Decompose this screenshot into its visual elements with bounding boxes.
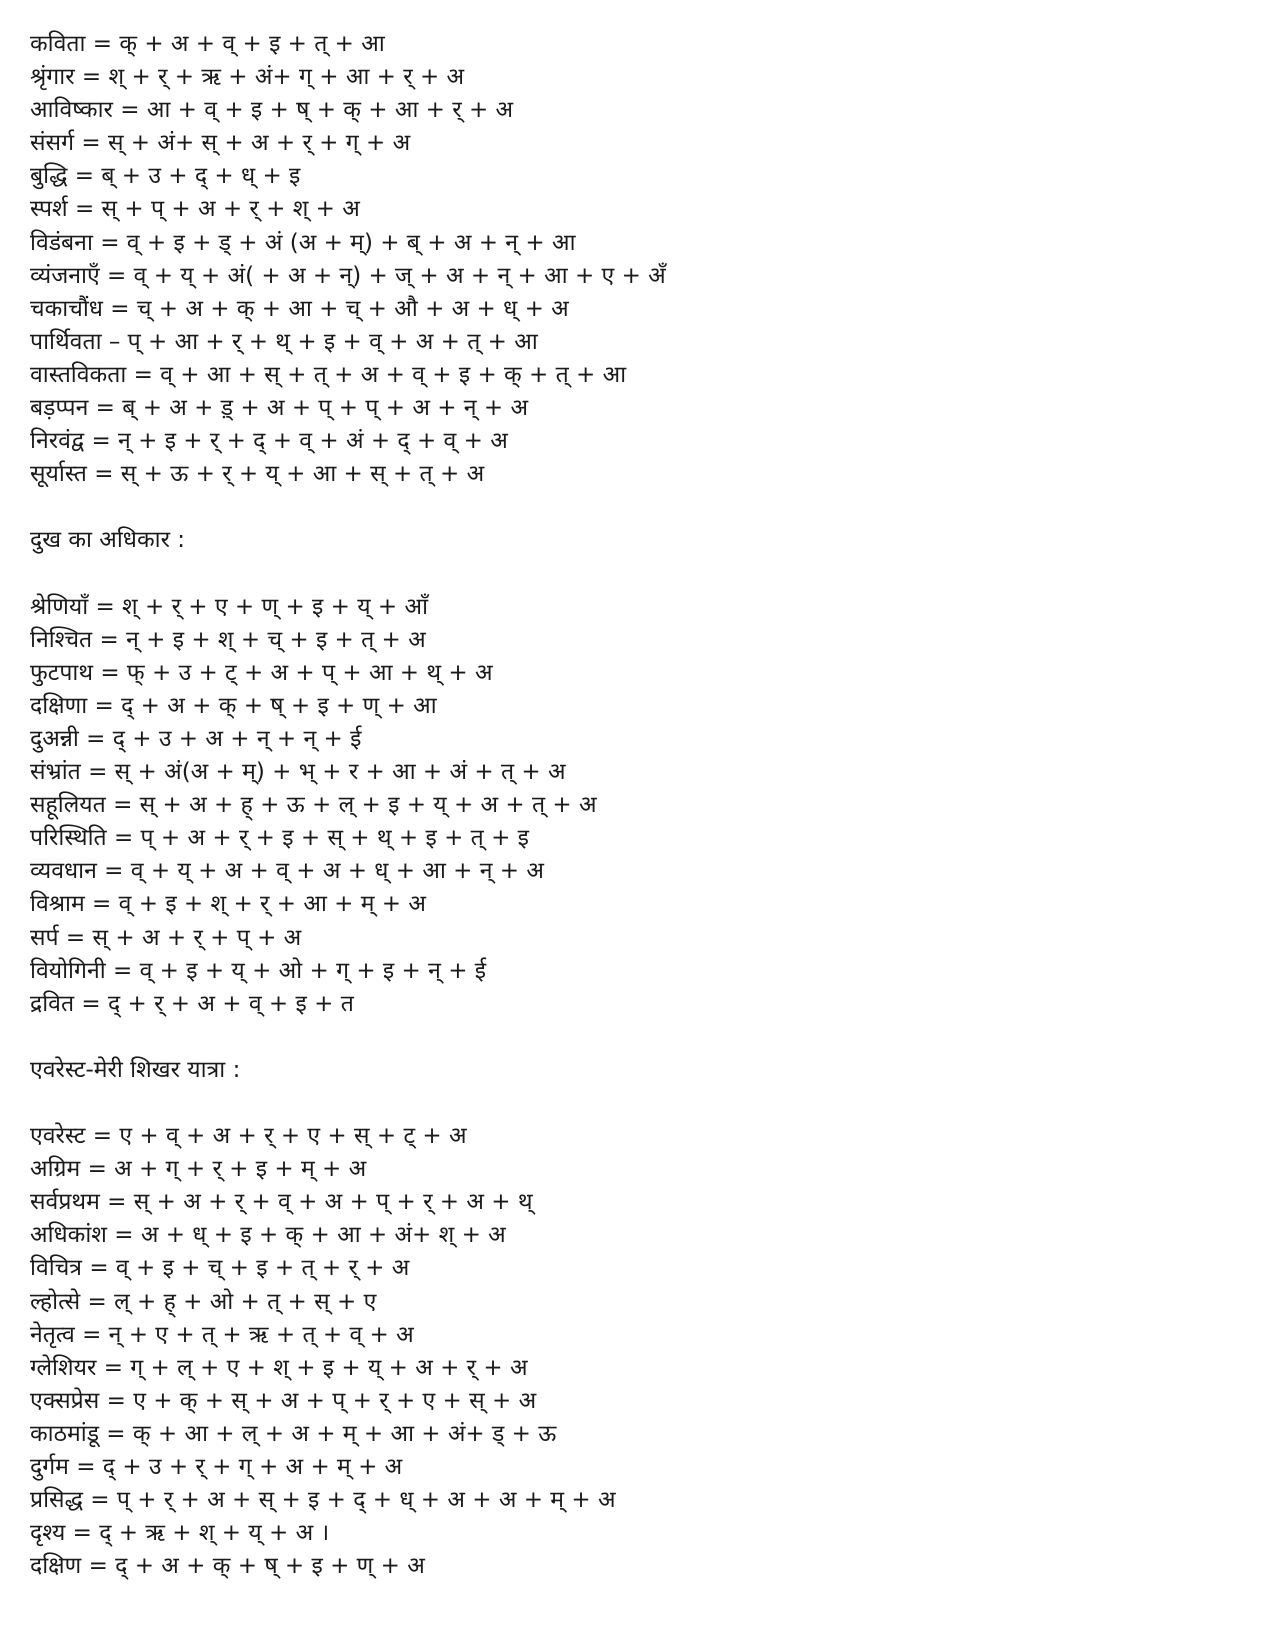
word-breakdown-line: व्यवधान = व् + य् + अ + व् + अ + ध् + आ + न् + अ: [30, 858, 544, 885]
word-breakdown-line: दक्षिण = द् + अ + क् + ष् + इ + ण् + अ: [30, 1553, 425, 1580]
word-breakdown-line: कविता = क् + अ + व् + इ + त् + आ: [30, 31, 385, 57]
word-breakdown-line: संसर्ग = स् + अं+ स् + अ + र् + ग् + अ: [30, 130, 411, 157]
word-breakdown-line: एवरेस्ट = ए + व् + अ + र् + ए + स् + ट् + अ: [30, 1123, 467, 1150]
word-breakdown-line: स्पर्श = स् + प् + अ + र् + श् + अ: [30, 196, 360, 223]
section-kavita-words: [30, 28, 1230, 491]
word-breakdown-line: बुद्धि = ब् + उ + द् + ध् + इ: [30, 163, 301, 190]
word-breakdown-line: सहूलियत = स् + अ + ह् + ऊ + ल् + इ + य् + अ + त् + अ: [30, 792, 597, 819]
word-breakdown-line: श्रेणियाँ = श् + र् + ए + ण् + इ + य् + आँ: [30, 593, 428, 620]
word-breakdown-line: वास्तविकता = व् + आ + स् + त् + अ + व् + इ + क् + त् + आ: [30, 361, 627, 388]
word-breakdown-line: सर्वप्रथम = स् + अ + र् + व् + अ + प् + र् + अ + थ्: [30, 1189, 533, 1216]
word-breakdown-line: आविष्कार = आ + व् + इ + ष् + क् + आ + र् + अ: [30, 97, 514, 124]
section-everest-words: [30, 1120, 1230, 1583]
word-breakdown-line: सर्प = स् + अ + र् + प् + अ: [30, 924, 302, 951]
word-breakdown-line: अधिकांश = अ + ध् + इ + क् + आ + अं+ श् + अ: [30, 1222, 506, 1249]
section-heading-dukh-ka-adhikar: दुख का अधिकार :: [30, 527, 186, 554]
word-breakdown-line: फुटपाथ = फ् + उ + ट् + अ + प् + आ + थ् + अ: [30, 659, 493, 686]
word-breakdown-line: श्रृंगार = श् + र् + ऋ + अं+ ग् + आ + र् + अ: [30, 64, 465, 91]
spacer: [30, 1087, 1230, 1120]
word-breakdown-line: पार्थिवता – प् + आ + र् + थ् + इ + व् + अ + त् + आ: [30, 328, 538, 355]
word-breakdown-line: व्यंजनाएँ = व् + य् + अं( + अ + न्) + ज् + अ + न् + आ + ए + अँ: [30, 262, 666, 289]
word-breakdown-line: नेतृत्व = न् + ए + त् + ऋ + त् + व् + अ: [30, 1321, 414, 1348]
word-breakdown-line: विचित्र = व् + इ + च् + इ + त् + र् + अ: [30, 1255, 410, 1282]
word-breakdown-line: सूर्यास्त = स् + ऊ + र् + य् + आ + स् + त् + अ: [30, 461, 485, 488]
word-breakdown-line: निरवंद्व = न् + इ + र् + द् + व् + अं + द् + व् + अ: [30, 428, 508, 455]
word-breakdown-line: विश्राम = व् + इ + श् + र् + आ + म् + अ: [30, 891, 426, 918]
word-breakdown-line: दक्षिणा = द् + अ + क् + ष् + इ + ण् + आ: [30, 692, 437, 719]
word-breakdown-line: वियोगिनी = व् + इ + य् + ओ + ग् + इ + न् + ई: [30, 957, 487, 984]
spacer: [30, 1021, 1230, 1054]
word-breakdown-line: प्रसिद्ध = प् + र् + अ + स् + इ + द् + ध् + अ + अ + म् + अ: [30, 1487, 616, 1514]
word-breakdown-line: दृश्य = द् + ऋ + श् + य् + अ ।: [30, 1520, 330, 1547]
word-breakdown-line: परिस्थिति = प् + अ + र् + इ + स् + थ् + इ + त् + इ: [30, 825, 529, 852]
word-breakdown-line: ल्होत्से = ल् + ह् + ओ + त् + स् + ए: [30, 1288, 377, 1315]
word-breakdown-line: दुर्गम = द् + उ + र् + ग् + अ + म् + अ: [30, 1454, 403, 1481]
word-breakdown-line: काठमांडू = क् + आ + ल् + अ + म् + आ + अं+ ड् + ऊ: [30, 1420, 557, 1447]
word-breakdown-line: एक्सप्रेस = ए + क् + स् + अ + प् + र् + ए + स् + अ: [30, 1387, 537, 1414]
spacer: [30, 491, 1230, 524]
word-breakdown-line: अग्रिम = अ + ग् + र् + इ + म् + अ: [30, 1156, 367, 1183]
word-breakdown-line: ग्लेशियर = ग् + ल् + ए + श् + इ + य् + अ + र् + अ: [30, 1354, 528, 1381]
word-breakdown-line: विडंबना = व् + इ + ड् + अं (अ + म्) + ब् + अ + न् + आ: [30, 229, 576, 256]
spacer: [30, 558, 1230, 591]
section-dukh-words: [30, 591, 1230, 1021]
word-breakdown-line: द्रवित = द् + र् + अ + व् + इ + त: [30, 990, 354, 1017]
word-breakdown-line: बड़प्पन = ब् + अ + ड़् + अ + प् + प् + अ + न् + अ: [30, 395, 529, 422]
word-breakdown-line: संभ्रांत = स् + अं(अ + म्) + भ् + र + आ + अं + त् + अ: [30, 759, 566, 786]
word-breakdown-line: निश्चित = न् + इ + श् + च् + इ + त् + अ: [30, 626, 426, 653]
word-breakdown-line: दुअन्नी = द् + उ + अ + न् + न् + ई: [30, 725, 362, 752]
document-page: [30, 28, 1230, 1583]
section-heading-everest: एवरेस्ट-मेरी शिखर यात्रा :: [30, 1056, 241, 1083]
word-breakdown-line: चकाचौंध = च् + अ + क् + आ + च् + औ + अ + ध् + अ: [30, 295, 569, 322]
